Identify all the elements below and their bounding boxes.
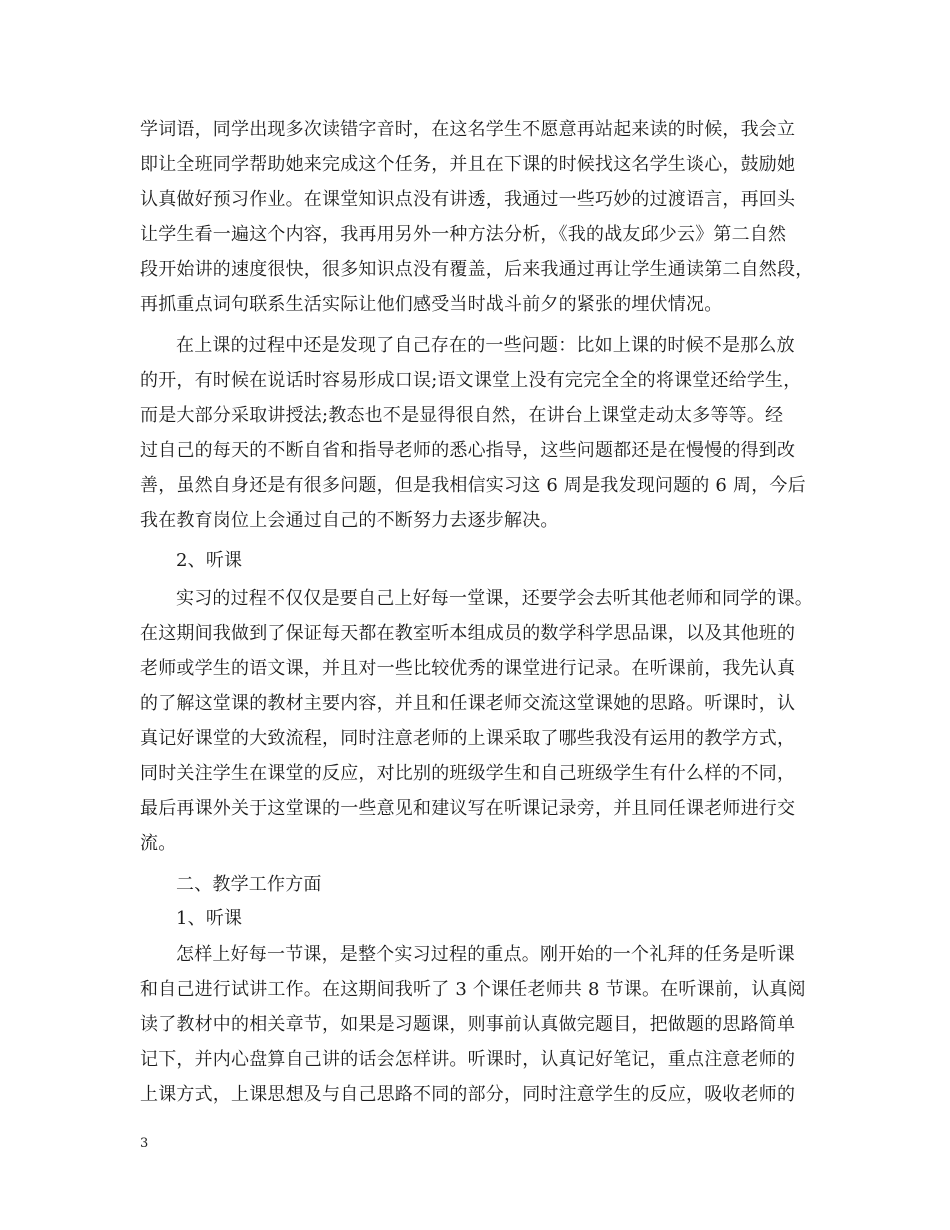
text-line: 过自己的每天的不断自省和指导老师的悉心指导，这些问题都还是在慢慢的得到改 <box>140 440 796 461</box>
paragraph-start-line: 实习的过程不仅仅是要自己上好每一堂课，还要学会去听其他老师和同学的课。 <box>176 588 813 609</box>
page-number: 3 <box>140 1136 149 1151</box>
text-line: 再抓重点词句联系生活实际让他们感受当时战斗前夕的紧张的埋伏情况。 <box>140 294 723 315</box>
text-line: 和自己进行试讲工作。在这期间我听了 3 个课任老师共 8 节课。在听课前，认真阅 <box>140 979 806 1000</box>
text-line: 在这期间我做到了保证每天都在教室听本组成员的数学科学思品课，以及其他班的 <box>140 623 796 644</box>
text-line: 真记好课堂的大致流程，同时注意老师的上课采取了哪些我没有运用的教学方式， <box>140 728 796 749</box>
paragraph-start-line: 怎样上好每一节课，是整个实习过程的重点。刚开始的一个礼拜的任务是听课 <box>176 944 795 965</box>
text-line: 段开始讲的速度很快，很多知识点没有覆盖，后来我通过再让学生通读第二自然段， <box>140 259 814 280</box>
text-line: 上课方式，上课思想及与自己思路不同的部分，同时注意学生的反应，吸收老师的 <box>140 1084 796 1105</box>
text-line: 我在教育岗位上会通过自己的不断努力去逐步解决。 <box>140 510 559 531</box>
text-line: 老师或学生的语文课，并且对一些比较优秀的课堂进行记录。在听课前，我先认真 <box>140 658 796 679</box>
text-line: 读了教材中的相关章节，如果是习题课，则事前认真做完题目，把做题的思路简单 <box>140 1014 796 1035</box>
text-line: 的开，有时候在说话时容易形成口误;语文课堂上没有完完全全的将课堂还给学生， <box>140 370 802 391</box>
section-heading: 1、听课 <box>176 908 243 929</box>
section-heading: 2、听课 <box>176 550 243 571</box>
text-line: 的了解这堂课的教材主要内容，并且和任课老师交流这堂课她的思路。听课时，认 <box>140 693 796 714</box>
text-line: 学词语，同学出现多次读错字音时，在这名学生不愿意再站起来读的时候，我会立 <box>140 119 796 140</box>
text-line: 最后再课外关于这堂课的一些意见和建议写在听课记录旁，并且同任课老师进行交 <box>140 798 796 819</box>
text-line: 而是大部分采取讲授法;教态也不是显得很自然，在讲台上课堂走动太多等等。经 <box>140 405 784 426</box>
section-heading: 二、教学工作方面 <box>176 874 322 895</box>
text-line: 记下，并内心盘算自己讲的话会怎样讲。听课时，认真记好笔记，重点注意老师的 <box>140 1049 796 1070</box>
text-line: 同时关注学生在课堂的反应，对比别的班级学生和自己班级学生有什么样的不同， <box>140 763 796 784</box>
text-line: 认真做好预习作业。在课堂知识点没有讲透，我通过一些巧妙的过渡语言，再回头 <box>140 189 796 210</box>
text-line: 善，虽然自身还是有很多问题，但是我相信实习这 6 周是我发现问题的 6 周，今后 <box>140 475 806 496</box>
text-line: 即让全班同学帮助她来完成这个任务，并且在下课的时候找这名学生谈心，鼓励她 <box>140 154 796 175</box>
text-line: 让学生看一遍这个内容，我再用另外一种方法分析，《我的战友邱少云》第二自然 <box>140 224 787 245</box>
paragraph-start-line: 在上课的过程中还是发现了自己存在的一些问题：比如上课的时候不是那么放 <box>176 335 795 356</box>
text-line: 流。 <box>140 833 177 854</box>
